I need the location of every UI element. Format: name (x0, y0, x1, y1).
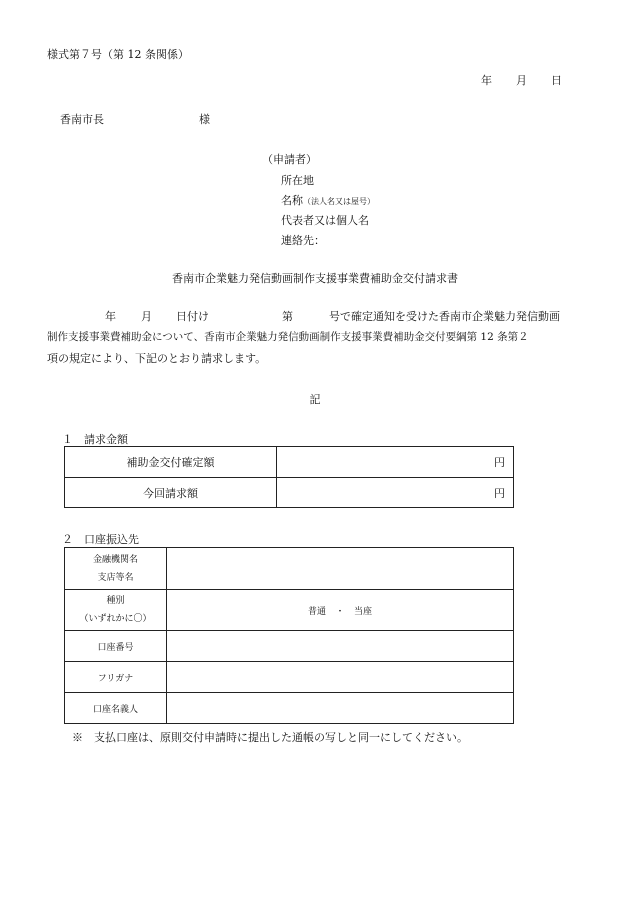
table-row (65, 447, 513, 477)
account-type-option-current[interactable]: 当座 (354, 606, 373, 617)
applicant-name-label: 名称 (281, 194, 303, 207)
date-month: 月 (516, 74, 527, 87)
body-line1-rest: 号で確定通知を受けた香南市企業魅力発信動画 (329, 310, 560, 323)
account-type-option-ordinary[interactable]: 普通 (307, 606, 326, 617)
ki-label: 記 (309, 393, 321, 406)
table-row (65, 548, 513, 589)
applicant-name-row (281, 192, 375, 208)
account-number-label: 口座番号 (65, 631, 167, 661)
current-claim-cell[interactable] (277, 478, 513, 508)
date-year: 年 (481, 74, 492, 87)
applicant-heading: （申請者） (262, 153, 317, 166)
account-number-cell[interactable] (167, 631, 513, 661)
furigana-label: フリガナ (65, 662, 167, 692)
table-row (65, 630, 513, 661)
confirmed-amount-label: 補助金交付確定額 (65, 447, 277, 477)
applicant-contact-label: 連絡先： (281, 234, 325, 247)
body-day-label: 日付け (176, 310, 209, 323)
table-row (65, 589, 513, 630)
furigana-cell[interactable] (167, 662, 513, 692)
bank-name-cell[interactable] (167, 548, 513, 589)
account-holder-cell[interactable] (167, 693, 513, 724)
body-line3: 項の規定により、下記のとおり請求します。 (47, 352, 267, 365)
date-day: 日 (551, 74, 562, 87)
section1-heading: １ 請求金額 (62, 433, 128, 446)
applicant-address-label: 所在地 (281, 174, 314, 187)
table-row (65, 661, 513, 692)
bank-label-line2: 支店等名 (97, 572, 134, 583)
current-claim-label: 今回請求額 (65, 478, 277, 508)
addressee-name: 香南市長 (60, 113, 104, 126)
applicant-representative-label: 代表者又は個人名 (281, 214, 369, 227)
body-year: 年 (105, 310, 116, 323)
table-row (65, 477, 513, 508)
account-note: ※ 支払口座は、原則交付申請時に提出した通帳の写しと同一にしてください。 (72, 731, 468, 744)
current-claim-unit: 円 (494, 487, 505, 500)
body-month: 月 (141, 310, 152, 323)
addressee-honorific: 様 (199, 113, 210, 126)
account-holder-label: 口座名義人 (65, 693, 167, 724)
document-title: 香南市企業魅力発信動画制作支援事業費補助金交付請求書 (172, 272, 458, 285)
account-type-separator: ・ (335, 606, 345, 617)
account-type-label (65, 590, 167, 630)
applicant-name-note: （法人名又は屋号） (303, 197, 375, 206)
bank-label-line1: 金融機関名 (92, 554, 138, 565)
claim-amount-table (64, 446, 514, 508)
account-type-label-line1: 種別 (106, 596, 125, 606)
confirmed-amount-cell[interactable] (277, 447, 513, 477)
body-dai: 第 (282, 310, 293, 323)
confirmed-amount-unit: 円 (494, 456, 505, 469)
form-number: 様式第７号（第 12 条関係） (47, 48, 189, 61)
bank-name-label (65, 548, 167, 589)
account-type-options (167, 590, 513, 630)
section2-heading: ２ 口座振込先 (62, 533, 139, 546)
body-line2: 制作支援事業費補助金について、香南市企業魅力発信動画制作支援事業費補助金交付要綱第 12 条第２ (47, 331, 529, 343)
table-row (65, 692, 513, 724)
account-type-label-line2: （いずれかに〇） (79, 614, 152, 624)
bank-account-table (64, 547, 514, 724)
